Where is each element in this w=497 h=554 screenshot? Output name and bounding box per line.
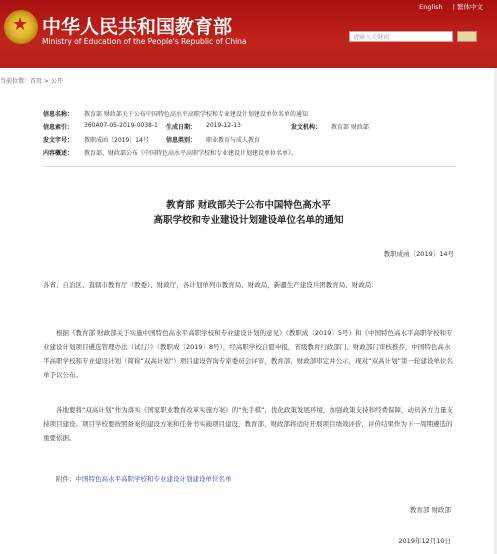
meta-row-summary: [43, 148, 456, 161]
meta-title-label: 信息名称：: [43, 111, 74, 118]
search-input[interactable]: 请输入关键词: [349, 31, 453, 42]
attachment-label: 附件：: [56, 475, 76, 483]
traditional-chinese-link[interactable]: | 繁体中文: [452, 3, 483, 11]
document-title-line1: 教育部 财政部关于公布中国特色高水平: [166, 200, 331, 211]
meta-date-label: 生成日期：: [166, 124, 197, 131]
document-number: 教职成函〔2019〕14号: [383, 250, 454, 258]
attachment-line: [43, 472, 455, 486]
meta-issuer-value: 教育部 财政部: [331, 124, 369, 131]
recipients-paragraph: 各省、自治区、直辖市教育厅（教委）、财政厅，各计划单列市教育局、财政局，新疆生产建设兵团教育局、财政局：: [43, 281, 378, 289]
signature-date: 2019年12月10日: [398, 537, 451, 545]
meta-issuer-label: 发文机构：: [291, 124, 322, 131]
meta-summary-value: 教育部、财政部公布《中国特色高水平高职学校和专业建设计划建设单位名单》。: [84, 150, 298, 157]
document-title-line2: 高职学校和专业建设计划建设单位名单的通知: [153, 215, 344, 226]
attachment-link[interactable]: 中国特色高水平高职学校和专业建设计划建设单位名单: [75, 475, 232, 483]
meta-date-value: 2019-12-13: [206, 122, 241, 129]
national-emblem-icon: ★: [4, 10, 38, 44]
breadcrumb: 当前位置：首页 > 公开: [0, 78, 63, 85]
meta-row-docno: [43, 135, 456, 148]
language-switcher: [411, 2, 483, 11]
body-paragraph-2: 各地要将“双高计划”作为落实《国家职业教育改革实施方案》的“先手棋”，优化政策发展环境，加强政策支持和经费保障，动员各方力量支持项目建设。项目学校要按照备案的建设方案和任务书实施项目建设，教育部、财政部将适时开展项目绩效评价，评价结果作为下一周期遴选的重要依据。: [43, 406, 453, 442]
site-title-en: Ministry of Education of the People's Republic of China: [42, 37, 247, 46]
meta-index-value: 360A07-05-2019-0038-1: [84, 122, 158, 129]
meta-category-label: 信息类别：: [166, 137, 197, 144]
divider: [43, 166, 456, 167]
english-link[interactable]: English: [419, 3, 443, 11]
meta-docno-value: 教职成函〔2019〕14号: [84, 137, 149, 144]
site-title-cn: 中华人民共和国教育部: [42, 16, 233, 38]
meta-summary-label: 内容概述：: [43, 150, 74, 157]
site-header: [0, 0, 497, 68]
document-metadata: [43, 109, 456, 161]
search-button[interactable]: [457, 31, 477, 42]
meta-category-value: 职业教育与成人教育: [206, 137, 261, 144]
meta-docno-label: 发文字号：: [43, 137, 74, 144]
meta-row-title: [43, 109, 456, 122]
meta-index-label: 信息索引：: [43, 124, 74, 131]
signature: 教育部 财政部: [409, 506, 451, 514]
meta-row-index: [43, 122, 456, 135]
meta-title-value: 教育部 财政部关于公布中国特色高水平高职学校和专业建设计划建设单位名单的通知: [84, 111, 308, 118]
body-paragraph-1: 根据《教育部 财政部关于实施中国特色高水平高职学校和专业建设计划的意见》（教职成〔2019〕5号）和《中国特色高水平高职学校和专业建设计划项目遴选管理办法（试行）》（教职成〔2019〕8号），经高职学校自愿申报，省级教育行政部门、财政部门审核推荐，中国特色高水平高职学校和专业建设计划（简称“双高计划”）项目建设咨询专家委员会评审，教育部、财政部审定并公示，现对“双高计划”第一轮建设单位名单予以公布。: [43, 329, 453, 379]
